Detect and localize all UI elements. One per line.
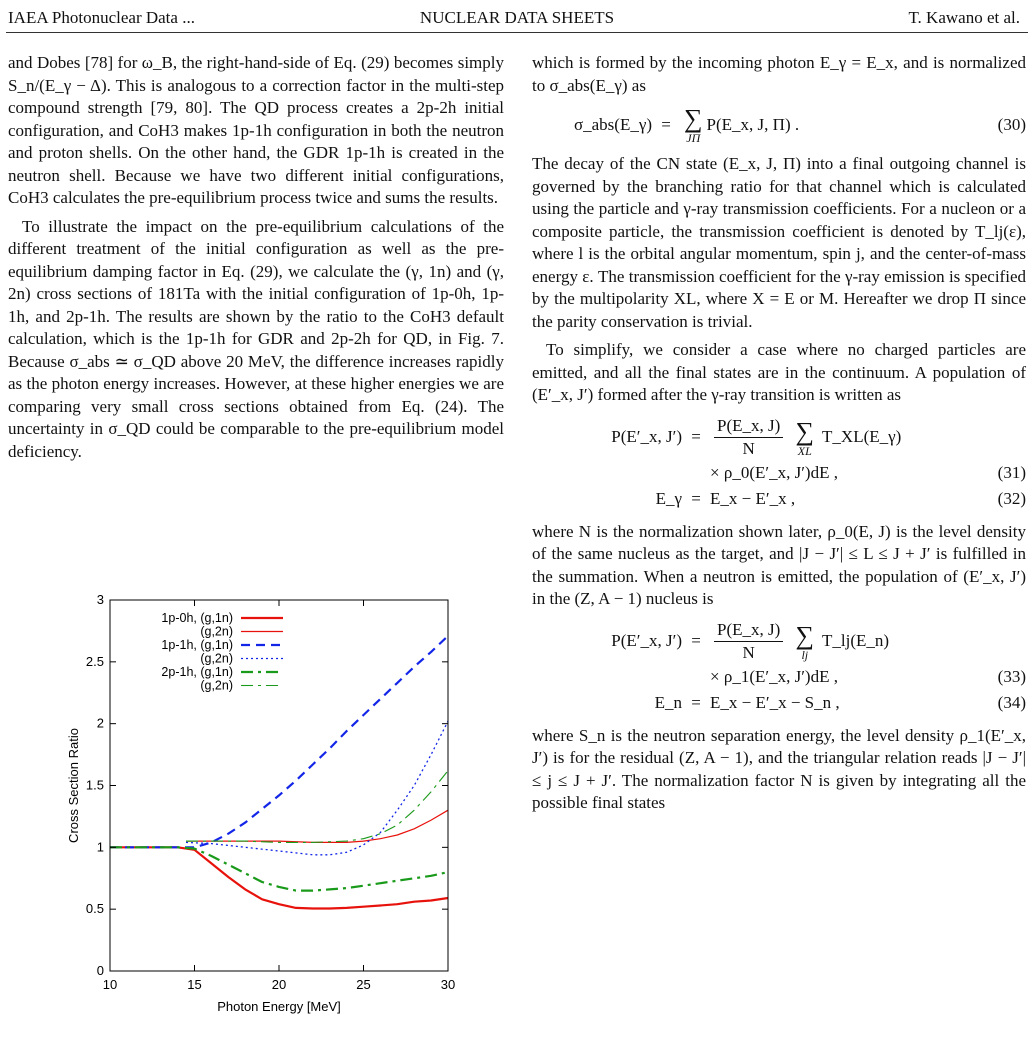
- eq33-term: T_lj(E_n): [822, 630, 890, 650]
- eq33-lhs: P(E′_x, J′): [611, 631, 682, 651]
- y-tick-label: 2: [96, 715, 104, 731]
- eq30-equals: =: [661, 114, 671, 134]
- left-paragraph-1: and Dobes [78] for ω_B, the right-hand-side of Eq. (29) becomes simply S_n/(E_γ − Δ). This is analogous to a correction factor in the multi-step compound strength [79, 80]. The QD process creates a 2p-2h initial configuration, and CoH3 makes 1p-1h configuration in both the neutron and proton shells. On the other hand, the GDR 1p-1h is created in the neutron shell. Because we have two different initial configurations, CoH3 calculates the pre-equilibrium process twice and sums the results.: [8, 53, 504, 207]
- legend-label-3: (g,2n): [200, 651, 233, 666]
- eq31-sum-index: XL: [797, 443, 812, 458]
- eq34-equals: =: [691, 693, 701, 713]
- eq34-rhs: E_x − E′_x − S_n ,: [710, 693, 840, 713]
- eq31-sum: ∑ XL: [795, 416, 815, 458]
- eq31-numerator: P(E_x, J): [714, 415, 783, 439]
- y-tick-label: 2.5: [85, 653, 104, 669]
- x-tick-label: 20: [271, 977, 287, 992]
- eq32-equals: =: [691, 489, 701, 509]
- right-column: [532, 52, 1026, 821]
- eq33-line2: × ρ_1(E′_x, J′)dE ,: [710, 667, 838, 687]
- eq31-denominator: N: [742, 439, 755, 458]
- legend-label-5: (g,2n): [200, 678, 233, 693]
- series-line-5: [186, 771, 448, 843]
- right-paragraph-1: which is formed by the incoming photon E_γ = E_x, and is normalized to σ_abs(E_γ) as: [532, 53, 1026, 95]
- legend-label-2: 1p-1h, (g,1n): [161, 638, 233, 652]
- eq32-rhs: E_x − E′_x ,: [710, 489, 796, 509]
- eq33-equals: =: [691, 631, 701, 651]
- x-tick-label: 30: [440, 977, 456, 992]
- eq30-sum: ∑ JΠ: [684, 104, 703, 145]
- eq31-number: (31): [997, 463, 1026, 483]
- eq31-equals: =: [691, 427, 701, 447]
- y-tick-label: 0: [96, 963, 104, 978]
- equation-32: [532, 487, 1026, 513]
- left-paragraph-2: To illustrate the impact on the pre-equilibrium calculations of the different treatment of the initial configuration as well as the pre-equilibrium damping factor in Eq. (29), we calculate the (γ, 1n) and (γ, 2n) cross sections of 181Ta with the initial configuration of 1p-0h, 1p-1h, and 2p-1h. The results are shown by the ratio to the CoH3 default calculation, which is the 1p-1h for GDR and 2p-2h for QD, in Fig. 7. Because σ_abs ≃ σ_QD above 20 MeV, the difference increases rapidly as the photon energy increases. However, at these higher energies we are comparing very small cross sections obtained from Eq. (24). The uncertainty in σ_QD could be comparable to the pre-equilibrium model deficiency.: [8, 216, 504, 461]
- eq30-rhs: P(E_x, J, Π) .: [706, 114, 800, 134]
- right-paragraph-2: The decay of the CN state (E_x, J, Π) into a final outgoing channel is governed by the branching ratio for that channel which is calculated using the particle and γ-ray transmission coefficients. For a nucleon or a composite particle, the transmission coefficient is denoted by T_lj(ε), where l is the orbital angular momentum, spin j, and the center-of-mass energy ε. The transmission coefficient for the γ-ray emission is specified by the multipolarity XL, where X = E or M. Hereafter we drop Π since the parity conservation is trivial.: [532, 154, 1026, 331]
- eq30-sum-index: JΠ: [686, 131, 701, 145]
- eq30-number: (30): [997, 114, 1026, 134]
- legend-label-4: 2p-1h, (g,1n): [161, 665, 233, 679]
- eq34-number: (34): [997, 693, 1026, 713]
- series-line-4: [110, 847, 448, 890]
- header-journal-short: IAEA Photonuclear Data ...: [8, 8, 195, 27]
- equation-30: [532, 105, 1026, 145]
- y-tick-label: 1: [96, 839, 104, 855]
- x-tick-label: 15: [187, 977, 202, 992]
- eq33-sum: ∑ lj: [795, 620, 815, 662]
- right-paragraph-3: To simplify, we consider a case where no charged particles are emitted, and all the final states are in the continuum. A population of (E′_x, J′) formed after the γ-ray transition is written as: [532, 340, 1026, 404]
- eq33-numerator: P(E_x, J): [714, 619, 783, 643]
- y-tick-label: 1.5: [85, 777, 104, 793]
- right-paragraph-4: where N is the normalization shown later, ρ_0(E, J) is the level density of the same nucleus as the target, and |J − J′| ≤ L ≤ J + J′ is fulfilled in the summation. When a neutron is emitted, the population of (E′_x, J′) in the (Z, A − 1) nucleus is: [532, 521, 1026, 608]
- x-tick-label: 10: [102, 977, 118, 992]
- equation-33: [532, 619, 1026, 717]
- header-rule: [6, 32, 1028, 33]
- legend-label-0: 1p-0h, (g,1n): [161, 611, 233, 625]
- eq33-denominator: N: [742, 643, 755, 662]
- series-line-3: [186, 721, 448, 855]
- left-column: [8, 52, 504, 469]
- eq33-fraction: [714, 619, 783, 665]
- eq32-number: (32): [997, 489, 1026, 509]
- legend-label-1: (g,2n): [200, 624, 233, 639]
- eq32-lhs: E_γ: [655, 489, 682, 509]
- equation-31: [532, 415, 1026, 513]
- eq33-number: (33): [997, 667, 1026, 687]
- eq31-term: T_XL(E_γ): [822, 426, 902, 446]
- eq31-line2: × ρ_0(E′_x, J′)dE ,: [710, 463, 838, 483]
- equation-34: [532, 691, 1026, 717]
- cross-section-ratio-chart: [68, 590, 463, 1030]
- x-tick-label: 25: [356, 977, 371, 992]
- eq33-sum-index: lj: [801, 647, 809, 662]
- y-axis-label: Cross Section Ratio: [66, 728, 81, 843]
- eq31-lhs: P(E′_x, J′): [611, 427, 682, 447]
- y-tick-label: 3: [96, 592, 104, 607]
- eq34-lhs: E_n: [654, 693, 682, 713]
- right-paragraph-5: where S_n is the neutron separation energy, the level density ρ_1(E′_x, J′) is for the residual (Z, A − 1), and the triangular relation reads |J − J′| ≤ j ≤ J + J′. The normalization factor N is given by integrating all the possible final states: [532, 725, 1026, 812]
- header-journal-title: NUCLEAR DATA SHEETS: [419, 8, 615, 27]
- running-header: [0, 0, 1034, 34]
- y-tick-label: 0.5: [85, 901, 104, 917]
- header-authors: T. Kawano et al.: [908, 8, 1020, 27]
- plot-frame: [110, 600, 448, 971]
- x-axis-label: Photon Energy [MeV]: [217, 999, 341, 1014]
- eq30-lhs: σ_abs(E_γ): [573, 114, 652, 134]
- series-line-0: [110, 847, 448, 908]
- eq31-fraction: [714, 415, 783, 461]
